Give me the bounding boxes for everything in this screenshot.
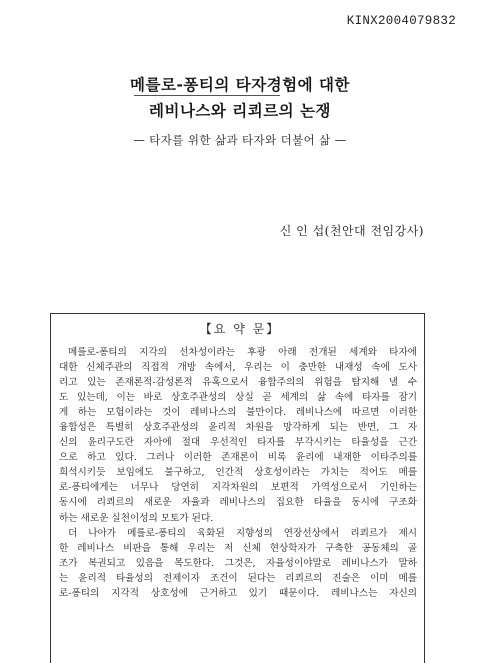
text-line: 도 있는데, 이는 바로 상호주관성의 상실 곧 세계의 삶 속에 타자를 잠기 <box>59 392 417 404</box>
document-id: KINX2004079832 <box>346 14 456 28</box>
text-line: 로-퐁티의 지각적 상호성에 근거하고 있기 때문이다. 레비나스는 자신의 <box>59 587 417 599</box>
text-line: 대한 신체주관의 직접적 개방 속에서, 우리는 이 충만한 내재성 속에 도사 <box>59 362 417 374</box>
text-line: 융합성은 특별히 상호주관성의 윤리적 차원을 망각하게 되는 반면, 그 자 <box>59 422 417 434</box>
text-line: 리고 있는 존재론적-감성론적 유혹으로서 융합주의의 위험을 탐지해 낼 수 <box>59 377 417 389</box>
abstract-body <box>59 345 417 601</box>
text-line: 한 레비나스 비판을 통해 우리는 저 신체 현상학자가 구축한 공동체의 골 <box>59 542 417 554</box>
abstract-heading: 【요 약 문】 <box>199 322 281 336</box>
text-line: 메를로-퐁티의 지각의 선차성이라는 후광 아래 전개된 세계와 타자에 <box>68 347 417 358</box>
text-line: 동시에 리쾨르의 새로운 자율과 레비나스의 집요한 타율을 동시에 구조화 <box>59 497 417 509</box>
text-line: 신의 윤리구도란 자아에 절대 우선적인 타자를 부각시키는 타율성을 근간 <box>59 437 417 449</box>
title-line-2: 레비나스와 리쾨르의 논쟁 <box>149 102 331 120</box>
subtitle: — 타자를 위한 삶과 타자와 더불어 삶 — <box>133 133 347 147</box>
text-line: 하는 새로운 실천이성의 모토가 된다. <box>59 512 214 524</box>
handwritten-underline <box>134 95 280 96</box>
text-line: 으로 하고 있다. 그러나 이러한 존재론이 비록 윤리에 내재한 이타주의를 <box>59 452 417 464</box>
text-line: 더 나아가 메를로-퐁티의 육화된 지향성의 연장선상에서 리쾨르가 제시 <box>68 527 417 539</box>
title-line-1-text: 메를로-퐁티의 타자경험에 대한 <box>130 76 350 94</box>
text-line: 희석시키듯 보임에도 불구하고, 인간적 상호성이라는 가치는 적어도 메를 <box>59 467 417 479</box>
abstract-paragraph-2 <box>59 526 417 601</box>
abstract-paragraph-1 <box>59 345 417 526</box>
text-line: 는 윤리적 타율성의 전제이자 조건이 된다는 리쾨르의 진술은 이미 메를 <box>59 572 417 584</box>
text-line: 게 하는 모험이라는 것이 레비나스의 불만이다. 레비나스에 따르면 이러한 <box>59 407 417 419</box>
author-affiliation: 신 인 섭(천안대 전임강사) <box>279 224 424 238</box>
text-line: 로-퐁티에게는 너무나 당연히 지각차원의 보편적 가역성으로서 기인하는 <box>59 482 417 494</box>
title-line-1 <box>130 72 350 98</box>
text-line: 조가 복권되고 있음을 목도한다. 그것은, 자율성이야말로 레비나스가 말하 <box>59 557 417 569</box>
title-block <box>0 72 480 148</box>
